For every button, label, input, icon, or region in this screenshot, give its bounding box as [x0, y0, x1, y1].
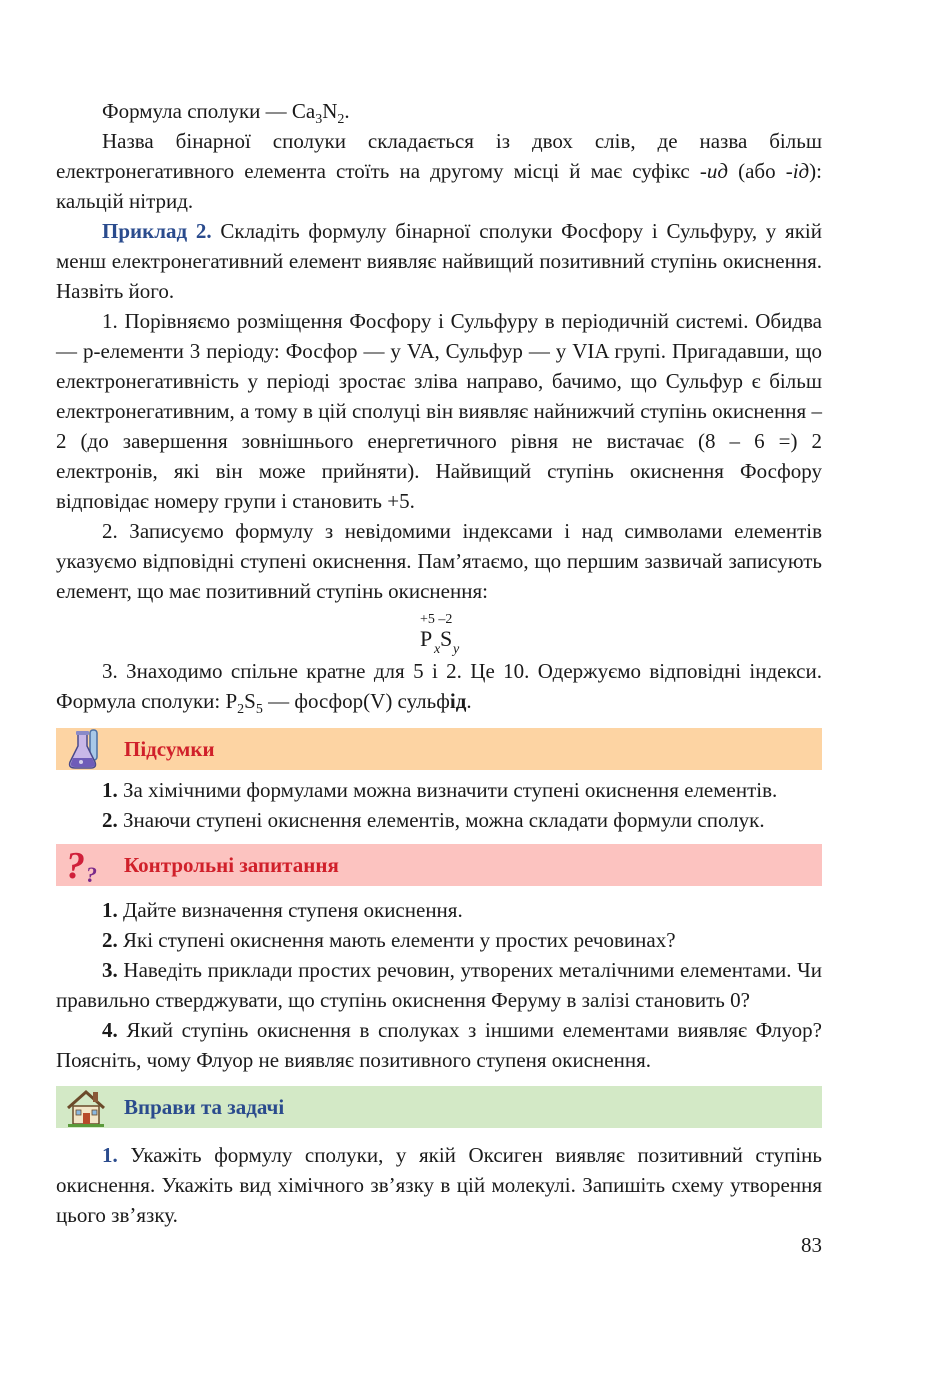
summary-item-1: 1. За хімічними формулами можна визначити ступені окиснення елементів.: [102, 778, 778, 802]
example-2-step-1: 1. Порівняємо розміщення Фосфору і Сульфуру в періодичній системі. Обидва — p-елементи 3 періоду: Фосфор — у VA, Сульфур — у VIA групі. Пригадавши, що електронегативність у періоді зростає зліва направо, бачимо, що Сульфур є більш електронегативним, а тому в цій сполуці він виявляє найнижчий ступінь окиснення –2 (до завершення зовнішнього енергетичного рівня не вистачає (8 – 6 =) 2 електронів, які він може прийняти). Найвищий ступінь окиснення Фосфору відповідає номеру групи і становить +5.: [56, 309, 822, 513]
formula-with-oxidation-states: [418, 612, 478, 658]
formula-line: Формула сполуки — $Ca_3N_2$.: [102, 99, 350, 127]
summary-item-2: 2. Знаючи ступені окиснення елементів, можна складати формули сполук.: [102, 808, 765, 832]
element-p: P: [420, 626, 433, 651]
svg-text:?: ?: [66, 845, 85, 887]
flask-icon: [64, 728, 108, 772]
oxidation-states: +5 –2: [420, 612, 453, 627]
summary-band: [56, 728, 822, 770]
svg-text:?: ?: [86, 862, 97, 887]
exercises-title: Вправи та задачі: [124, 1095, 285, 1119]
example-2-step-3: 3. Знаходимо спільне кратне для 5 і 2. Це 10. Одержуємо відповідні індекси. Формула сполуки: $P_2S_5$ — фосфор(V) сульфід.: [56, 659, 822, 717]
page-number: 83: [801, 1233, 822, 1257]
index-y: y: [453, 642, 460, 657]
questions-band: [56, 844, 822, 886]
example-2-task: Приклад 2. Складіть формулу бінарної сполуки Фосфору і Сульфуру, у якій менш електронегативний елемент виявляє найвищий позитивний ступінь окиснення. Назвіть його.: [56, 219, 822, 303]
element-s: S: [440, 626, 453, 651]
example-label: Приклад 2.: [102, 219, 212, 243]
summary-title: Підсумки: [124, 737, 215, 761]
index-x: x: [434, 642, 441, 657]
question-item-2: 2. Які ступені окиснення мають елементи у простих речовинах?: [102, 928, 676, 952]
question-item-4: 4. Який ступінь окиснення в сполуках з іншими елементами виявляє Флуор? Поясніть, чому Флуор не виявляє позитивного ступеня окиснення.: [56, 1018, 822, 1072]
question-item-1: 1. Дайте визначення ступеня окиснення.: [102, 898, 463, 922]
house-icon: [64, 1086, 108, 1130]
question-marks-icon: [64, 844, 108, 888]
naming-paragraph: Назва бінарної сполуки складається із двох слів, де назва більш електронегативного елемента стоїть на другому місці й має суфікс -ид (або -ід): кальцій нітрид.: [56, 129, 822, 213]
example-2-step-2: 2. Записуємо формулу з невідомими індексами і над символами елементів указуємо відповідні ступені окиснення. Пам’ятаємо, що першим зазвичай записують елемент, що має позитивний ступінь окиснення:: [56, 519, 822, 603]
exercise-item-1: 1. Укажіть формулу сполуки, у якій Оксиген виявляє позитивний ступінь окиснення. Укажіть вид хімічного зв’язку в цій молекулі. Запишіть схему утворення цього зв’язку.: [56, 1143, 822, 1227]
questions-title: Контрольні запитання: [124, 853, 339, 877]
exercises-band: [56, 1086, 822, 1128]
question-item-3: 3. Наведіть приклади простих речовин, утворених металічними елементами. Чи правильно стверджувати, що ступінь окиснення Феруму в залізі становить 0?: [56, 958, 822, 1012]
